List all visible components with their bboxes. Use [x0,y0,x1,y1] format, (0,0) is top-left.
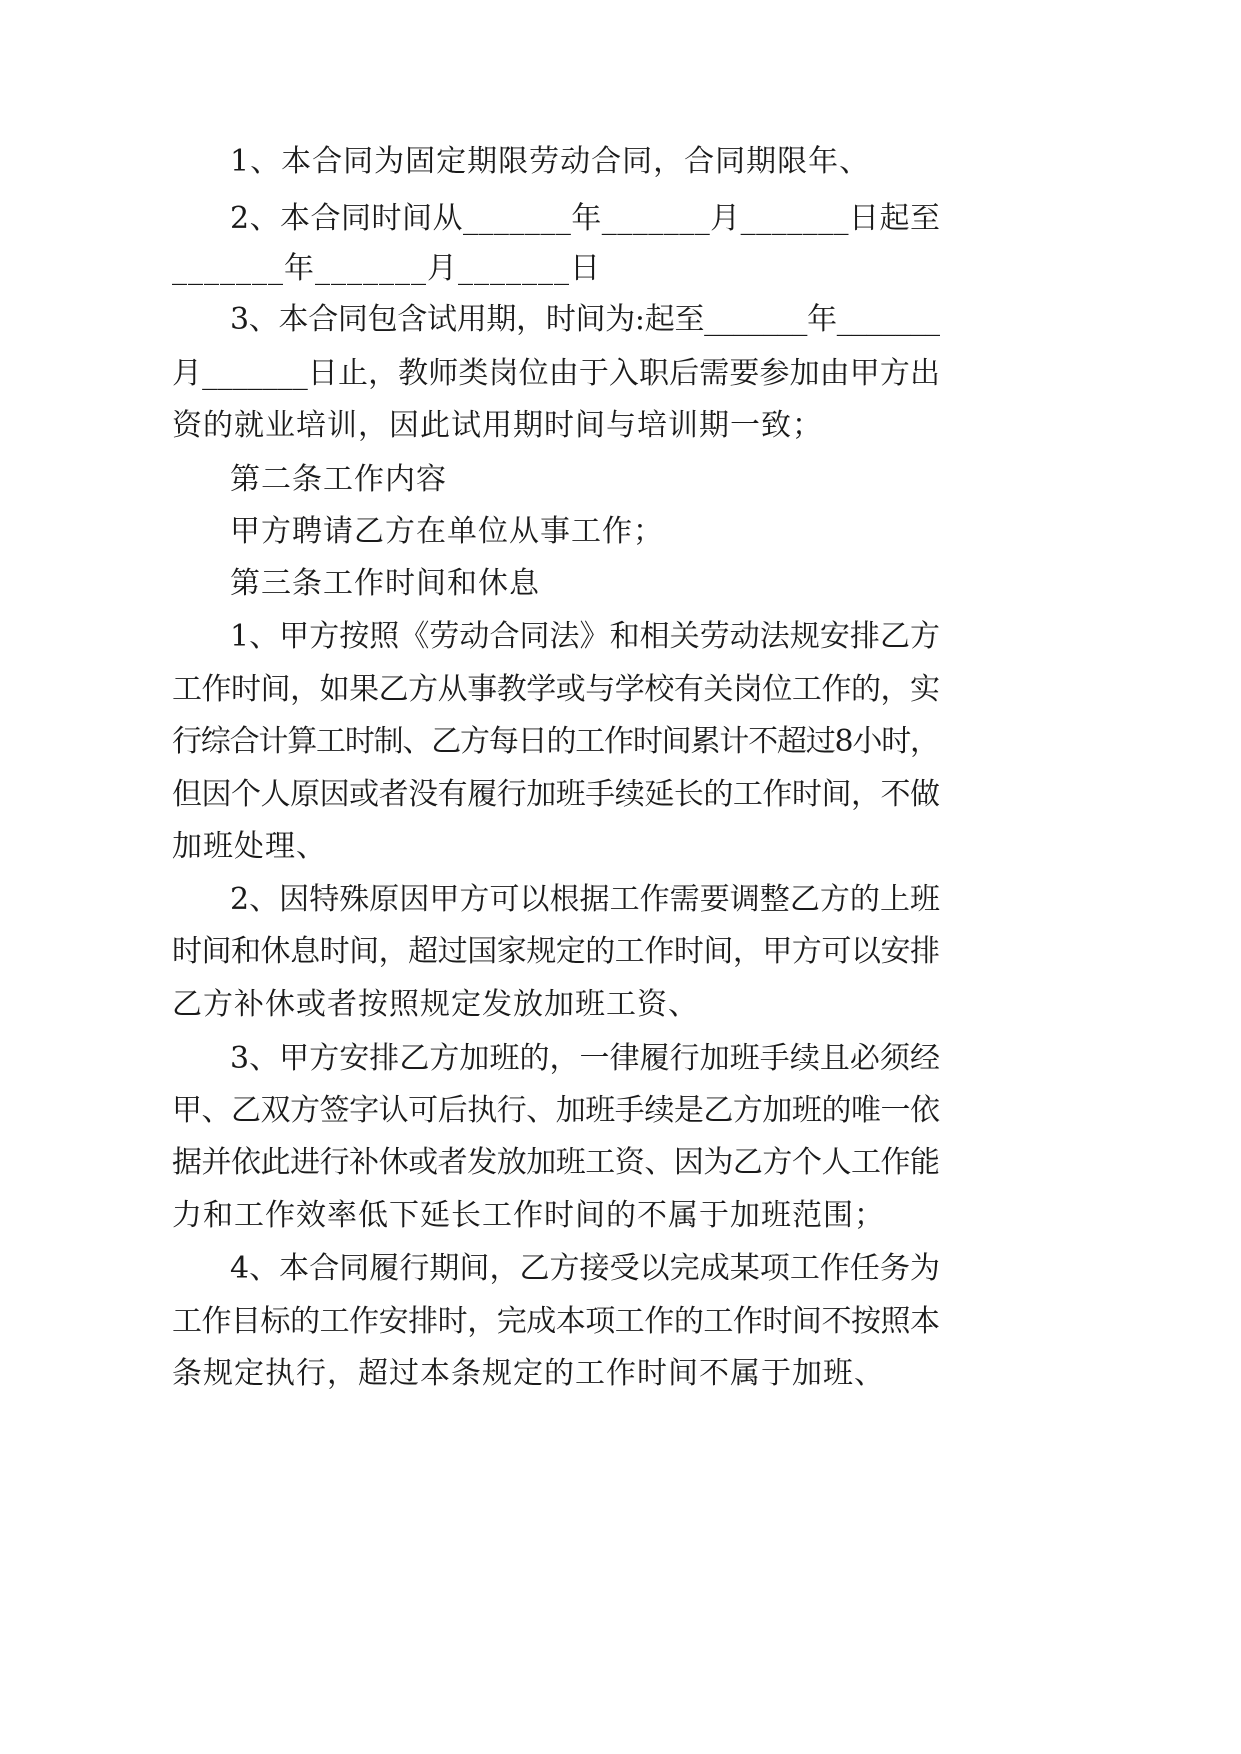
text-line: 工作目标的工作安排时，完成本项工作的工作时间不按照本 [172,1304,940,1339]
text-line: 3、本合同包含试用期，时间为:起至_______年_______ [230,302,940,337]
text-line: 4、本合同履行期间，乙方接受以完成某项工作任务为 [230,1251,941,1286]
text-line: 据并依此进行补休或者发放加班工资、因为乙方个人工作能 [172,1145,940,1180]
text-line: 3、甲方安排乙方加班的，一律履行加班手续且必须经 [230,1041,941,1076]
text-line: 1、甲方按照《劳动合同法》和相关劳动法规安排乙方 [230,619,941,654]
text-line: 乙方补休或者按照规定发放加班工资、 [172,987,699,1022]
text-line: 但因个人原因或者没有履行加班手续延长的工作时间，不做 [172,777,940,812]
text-line: 第二条工作内容 [230,462,447,497]
text-line: _______年_______月_______日 [172,251,601,286]
text-line: 1、本合同为固定期限劳动合同，合同期限年、 [230,144,871,179]
text-line: 加班处理、 [172,829,327,864]
text-line: 甲、乙双方签字认可后执行、加班手续是乙方加班的唯一依 [172,1093,940,1128]
text-line: 第三条工作时间和休息 [230,566,540,601]
text-line: 2、本合同时间从_______年_______月_______日起至 [230,201,941,236]
text-line: 2、因特殊原因甲方可以根据工作需要调整乙方的上班 [230,882,941,917]
text-line: 甲方聘请乙方在单位从事工作； [230,514,664,549]
text-line: 月_______日止，教师类岗位由于入职后需要参加由甲方出 [172,356,941,391]
text-line: 条规定执行，超过本条规定的工作时间不属于加班、 [172,1356,885,1391]
text-line: 资的就业培训，因此试用期时间与培训期一致； [172,408,823,443]
text-line: 工作时间，如果乙方从事教学或与学校有关岗位工作的，实 [172,672,940,707]
text-line: 力和工作效率低下延长工作时间的不属于加班范围； [172,1198,885,1233]
text-line: 时间和休息时间，超过国家规定的工作时间，甲方可以安排 [172,934,940,969]
text-line: 行综合计算工时制、乙方每日的工作时间累计不超过8小时， [172,724,939,759]
